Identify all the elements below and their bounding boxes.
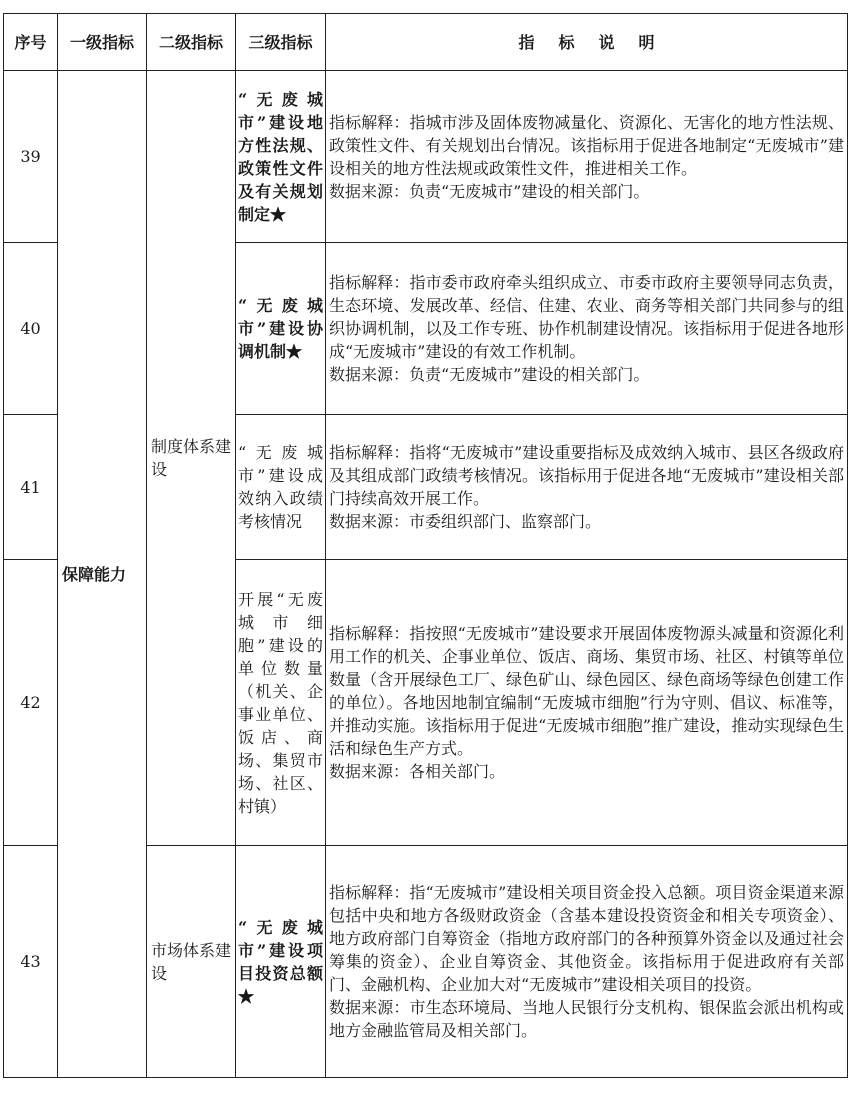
level3-cell: “无废城市”建设协调机制★ [236, 243, 326, 415]
explanation-cell [326, 846, 848, 1078]
explanation-cell [326, 415, 848, 560]
explanation-cell [326, 71, 848, 243]
level2-cell-market: 市场体系建设 [147, 846, 236, 1078]
data-source: 数据来源：市委组织部门、监察部门。 [329, 512, 602, 531]
level3-cell: “无废城市”建设成效纳入政绩考核情况 [236, 415, 326, 560]
indicator-definition: 指标解释：指市委市政府牵头组织成立、市委市政府主要领导同志负责，生态环境、发展改革、经信、住建、农业、商务等相关部门共同参与的组织协调机制，以及工作专班、协作机制建设情况。该指标用于促进各地形成“无废城市”建设的有效工作机制。 [329, 273, 844, 361]
indicator-definition: 指标解释：指城市涉及固体废物减量化、资源化、无害化的地方性法规、政策性文件、有关规划出台情况。该指标用于促进各地制定“无废城市”建设相关的地方性法规或政策性文件，推进相关工作。 [329, 112, 844, 178]
row-number: 43 [4, 846, 58, 1078]
header-no: 序号 [4, 14, 58, 71]
row-number: 41 [4, 415, 58, 560]
table-row [4, 71, 848, 243]
data-source: 数据来源：负责“无废城市”建设的相关部门。 [329, 181, 650, 201]
level3-cell: 开展“无废城市细胞”建设的单位数量（机关、企事业单位、饭店、商场、集贸市场、社区、村镇） [236, 560, 326, 846]
header-level1: 一级指标 [58, 14, 147, 71]
header-level2: 二级指标 [147, 14, 236, 71]
header-explanation: 指标说明 [326, 14, 848, 71]
data-source: 数据来源：负责“无废城市”建设的相关部门。 [329, 365, 650, 384]
table-header-row [4, 14, 848, 71]
data-source: 数据来源：市生态环境局、当地人民银行分支机构、银保监会派出机构或地方金融监管局及相关部门。 [329, 998, 844, 1040]
header-level3: 三级指标 [236, 14, 326, 71]
level1-cell: 保障能力 [58, 71, 147, 1078]
explanation-cell [326, 560, 848, 846]
explanation-cell [326, 243, 848, 415]
data-source: 数据来源：各相关部门。 [329, 762, 506, 781]
indicator-definition: 指标解释：指“无废城市”建设相关项目资金投入总额。项目资金渠道来源包括中央和地方各级财政资金（含基本建设投资资金和相关专项资金）、地方政府部门自筹资金（指地方政府部门的各种预算外资金以及通过社会筹集的资金）、企业自筹资金、其他资金。该指标用于促进政府有关部门、金融机构、企业加大对“无废城市”建设相关项目的投资。 [329, 883, 844, 994]
row-number: 42 [4, 560, 58, 846]
level2-cell-system: 制度体系建设 [147, 71, 236, 846]
level3-cell: “无废城市”建设项目投资总额★ [236, 846, 326, 1078]
row-number: 39 [4, 71, 58, 243]
row-number: 40 [4, 243, 58, 415]
indicator-definition: 指标解释：指将“无废城市”建设重要指标及成效纳入城市、县区各级政府及其组成部门政绩考核情况。该指标用于促进各地“无废城市”建设相关部门持续高效开展工作。 [329, 443, 844, 508]
indicator-definition: 指标解释：指按照“无废城市”建设要求开展固体废物源头减量和资源化利用工作的机关、企事业单位、饭店、商场、集贸市场、社区、村镇等单位数量（含开展绿色工厂、绿色矿山、绿色园区、绿色商场等绿色创建工作的单位）。各地因地制宜编制“无废城市细胞”行为守则、倡议、标准等，并推动实施。该指标用于促进“无废城市细胞”推广建设，推动实现绿色生活和绿色生产方式。 [329, 624, 844, 758]
indicator-table [3, 13, 848, 1078]
level3-cell: “无废城市”建设地方性法规、政策性文件及有关规划制定★ [236, 71, 326, 243]
